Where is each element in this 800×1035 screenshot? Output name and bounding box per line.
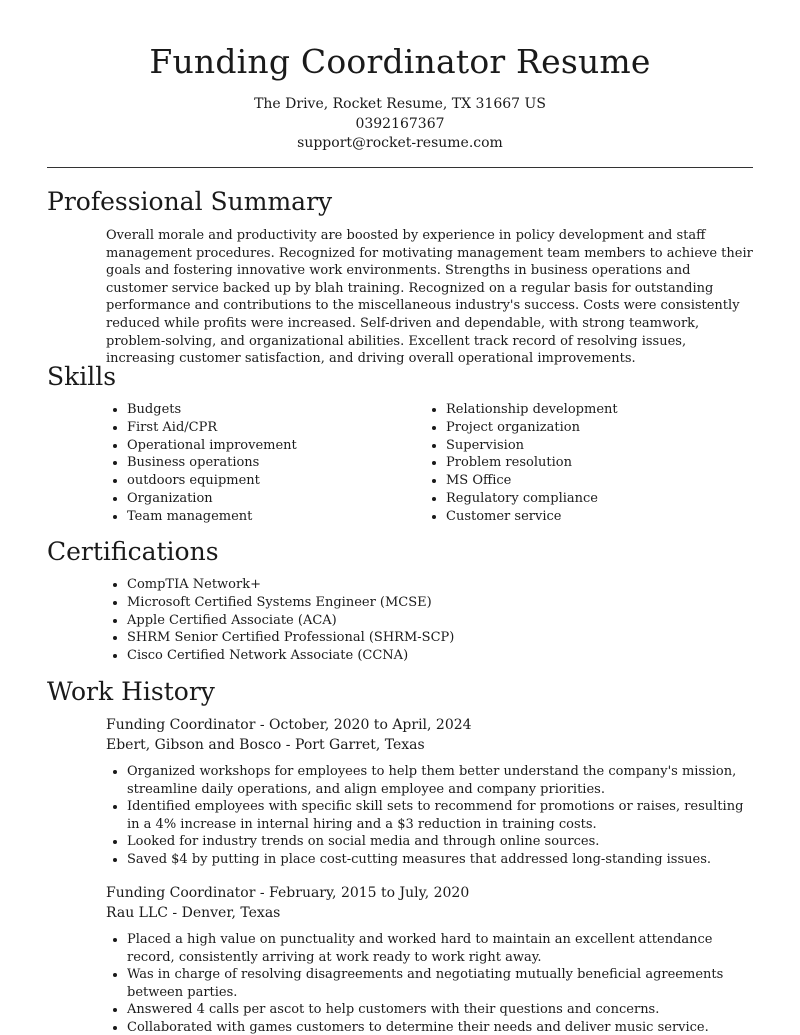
list-item: • Relationship development xyxy=(446,401,745,419)
list-item: • Organization xyxy=(127,490,406,508)
list-item: • Placed a high value on punctuality and worked hard to maintain an excellent attendance record, consistently arriving at work ready to work right away. xyxy=(127,931,756,966)
list-item: • MS Office xyxy=(446,472,745,490)
list-item: • Business operations xyxy=(127,454,406,472)
list-item: • Apple Certified Associate (ACA) xyxy=(127,612,706,630)
section-heading-skills: Skills xyxy=(47,362,117,391)
job-entry-2 xyxy=(106,884,756,1035)
list-item: • Team management xyxy=(127,508,406,526)
page-title: Funding Coordinator Resume xyxy=(149,42,651,81)
contact-address: The Drive, Rocket Resume, TX 31667 US xyxy=(254,96,546,112)
skills-column-2 xyxy=(425,401,745,526)
section-heading-work-history: Work History xyxy=(47,677,215,706)
resume-header xyxy=(0,0,800,154)
job-entry-1 xyxy=(106,716,756,869)
list-item: • Problem resolution xyxy=(446,454,745,472)
list-item: • Looked for industry trends on social media and through online sources. xyxy=(127,833,756,851)
contact-phone: 0392167367 xyxy=(355,115,445,132)
list-item: • SHRM Senior Certified Professional (SHRM-SCP) xyxy=(127,629,706,647)
certifications-list xyxy=(106,576,706,665)
job-company-line: Rau LLC - Denver, Texas xyxy=(106,904,281,921)
list-item: • Budgets xyxy=(127,401,406,419)
list-item: • First Aid/CPR xyxy=(127,419,406,437)
list-item: • Regulatory compliance xyxy=(446,490,745,508)
list-item: • CompTIA Network+ xyxy=(127,576,706,594)
list-item: • Identified employees with specific skill sets to recommend for promotions or raises, resulting in a 4% increase in internal hiring and a $3 reduction in training costs. xyxy=(127,798,756,833)
list-item: • Collaborated with games customers to determine their needs and deliver music service. xyxy=(127,1019,756,1035)
skills-column-1 xyxy=(106,401,406,526)
list-item: • Organized workshops for employees to help them better understand the company's mission, streamline daily operations, and align employee and company priorities. xyxy=(127,763,756,798)
header-divider xyxy=(47,167,753,168)
job-title-line: Funding Coordinator - February, 2015 to July, 2020 xyxy=(106,885,470,901)
job-bullets xyxy=(106,763,756,869)
list-item: • Customer service xyxy=(446,508,745,526)
list-item: • Cisco Certified Network Associate (CCNA) xyxy=(127,647,706,665)
list-item: • outdoors equipment xyxy=(127,472,406,490)
list-item: • Saved $4 by putting in place cost-cutting measures that addressed long-standing issues. xyxy=(127,851,756,869)
section-heading-certifications: Certifications xyxy=(47,537,219,566)
list-item: • Operational improvement xyxy=(127,437,406,455)
certifications-block xyxy=(106,576,706,665)
contact-email: support@rocket-resume.com xyxy=(297,135,503,151)
section-heading-summary: Professional Summary xyxy=(47,187,333,216)
list-item: • Project organization xyxy=(446,419,745,437)
skills-list-1 xyxy=(106,401,406,526)
job-company-line: Ebert, Gibson and Bosco - Port Garret, Texas xyxy=(106,736,425,753)
job-bullets xyxy=(106,931,756,1035)
list-item: • Answered 4 calls per ascot to help customers with their questions and concerns. xyxy=(127,1001,756,1019)
list-item: • Was in charge of resolving disagreements and negotiating mutually beneficial agreements between parties. xyxy=(127,966,756,1001)
list-item: • Microsoft Certified Systems Engineer (MCSE) xyxy=(127,594,706,612)
summary-text: Overall morale and productivity are boosted by experience in policy development and staff management procedures. Recognized for motivating management team members to achieve their goals and fostering innovative work environments. Strengths in business operations and customer service backed up by blah training. Recognized on a regular basis for outstanding performance and contributions to the miscellaneous industry's success. Costs were consistently reduced while profits were increased. Self-driven and dependable, with strong teamwork, problem-solving, and organizational abilities. Excellent track record of resolving issues, increasing customer satisfaction, and driving overall operational improvements. xyxy=(106,228,753,367)
list-item: • Supervision xyxy=(446,437,745,455)
job-title-line: Funding Coordinator - October, 2020 to April, 2024 xyxy=(106,717,472,733)
skills-list-2 xyxy=(425,401,745,526)
